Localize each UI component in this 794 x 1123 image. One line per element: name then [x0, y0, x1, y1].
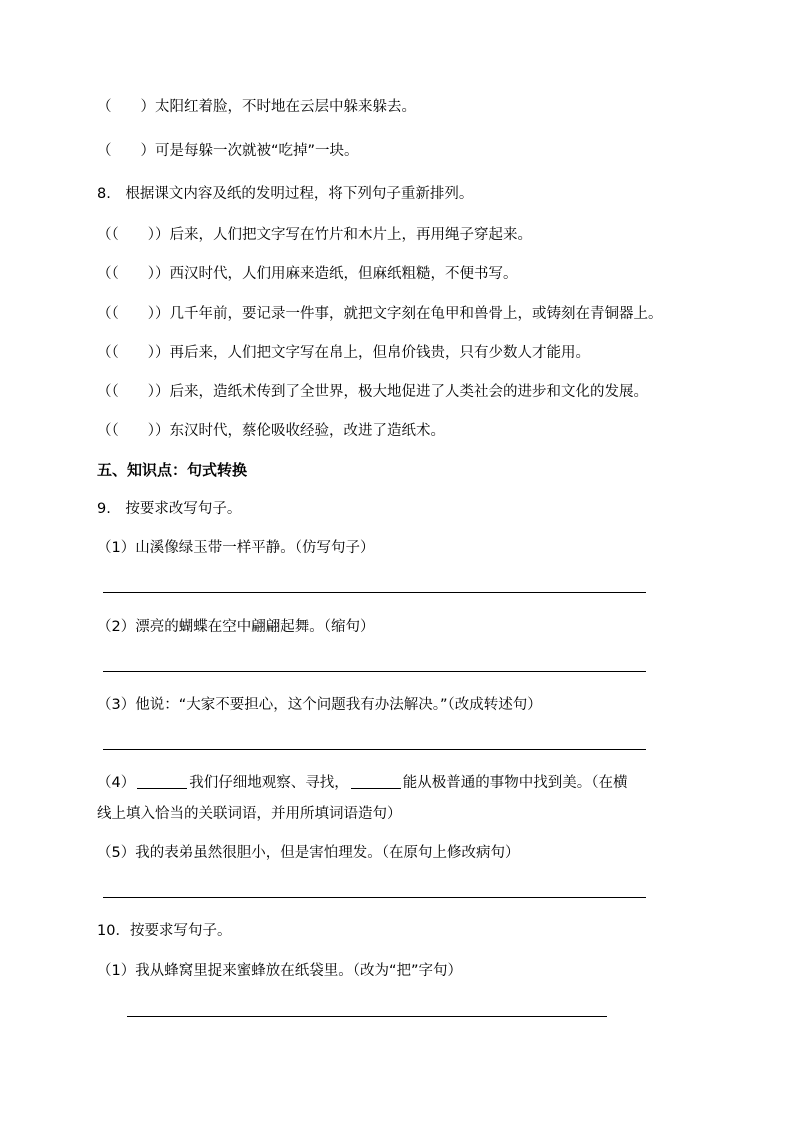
answer-line-q10[interactable]	[127, 1016, 607, 1017]
order-item-1: （（ ））后来，人们把文字写在竹片和木片上，再用绳子穿起来。	[97, 227, 532, 243]
q9-sub-3: （3）他说：“大家不要担心，这个问题我有办法解决。”（改成转述句）	[97, 697, 542, 713]
line-eaten-sentence: （ ）可是每躲一次就被“吃掉”一块。	[97, 143, 359, 159]
answer-line-3[interactable]	[103, 749, 646, 750]
question-9-title: 9. 按要求改写句子。	[97, 501, 242, 517]
q9-sub-2: （2）漂亮的蝴蝶在空中翩翩起舞。（缩句）	[97, 619, 375, 635]
q9-sub-4-number: （4）	[97, 775, 136, 791]
order-item-6: （（ ））东汉时代，蔡伦吸收经验，改进了造纸术。	[97, 423, 445, 439]
line-sun-sentence: （ ）太阳红着脸，不时地在云层中躲来躲去。	[97, 99, 416, 115]
q9-sub-5: （5）我的表弟虽然很胆小，但是害怕理发。（在原句上修改病句）	[97, 845, 520, 861]
answer-line-2[interactable]	[103, 671, 646, 672]
question-8-title: 8. 根据课文内容及纸的发明过程，将下列句子重新排列。	[97, 186, 474, 202]
q9-sub-4	[97, 773, 627, 793]
fill-blank-2[interactable]	[351, 774, 401, 789]
q9-sub-1: （1）山溪像绿玉带一样平静。（仿写句子）	[97, 540, 375, 556]
section-5-heading: 五、知识点：句式转换	[97, 461, 248, 479]
fill-blank-1[interactable]	[137, 774, 187, 789]
order-item-5: （（ ））后来，造纸术传到了全世界，极大地促进了人类社会的进步和文化的发展。	[97, 384, 648, 400]
q9-sub-4-continued: 线上填入恰当的关联词语，并用所填词语造句）	[97, 806, 402, 822]
q9-sub-4-middle: 我们仔细地观察、寻找，	[189, 775, 349, 791]
question-10-title: 10．按要求写句子。	[97, 923, 232, 939]
answer-line-1[interactable]	[103, 592, 646, 593]
order-item-4: （（ ））再后来，人们把文字写在帛上，但帛价钱贵，只有少数人才能用。	[97, 345, 590, 361]
order-item-2: （（ ））西汉时代，人们用麻来造纸，但麻纸粗糙，不便书写。	[97, 266, 518, 282]
q9-sub-4-end: 能从极普通的事物中找到美。（在横	[402, 775, 628, 791]
order-item-3: （（ ））几千年前，要记录一件事，就把文字刻在龟甲和兽骨上，或铸刻在青铜器上。	[97, 306, 663, 322]
q10-sub-1: （1）我从蜂窝里捉来蜜蜂放在纸袋里。（改为“把”字句）	[97, 963, 462, 979]
answer-line-5[interactable]	[103, 897, 646, 898]
